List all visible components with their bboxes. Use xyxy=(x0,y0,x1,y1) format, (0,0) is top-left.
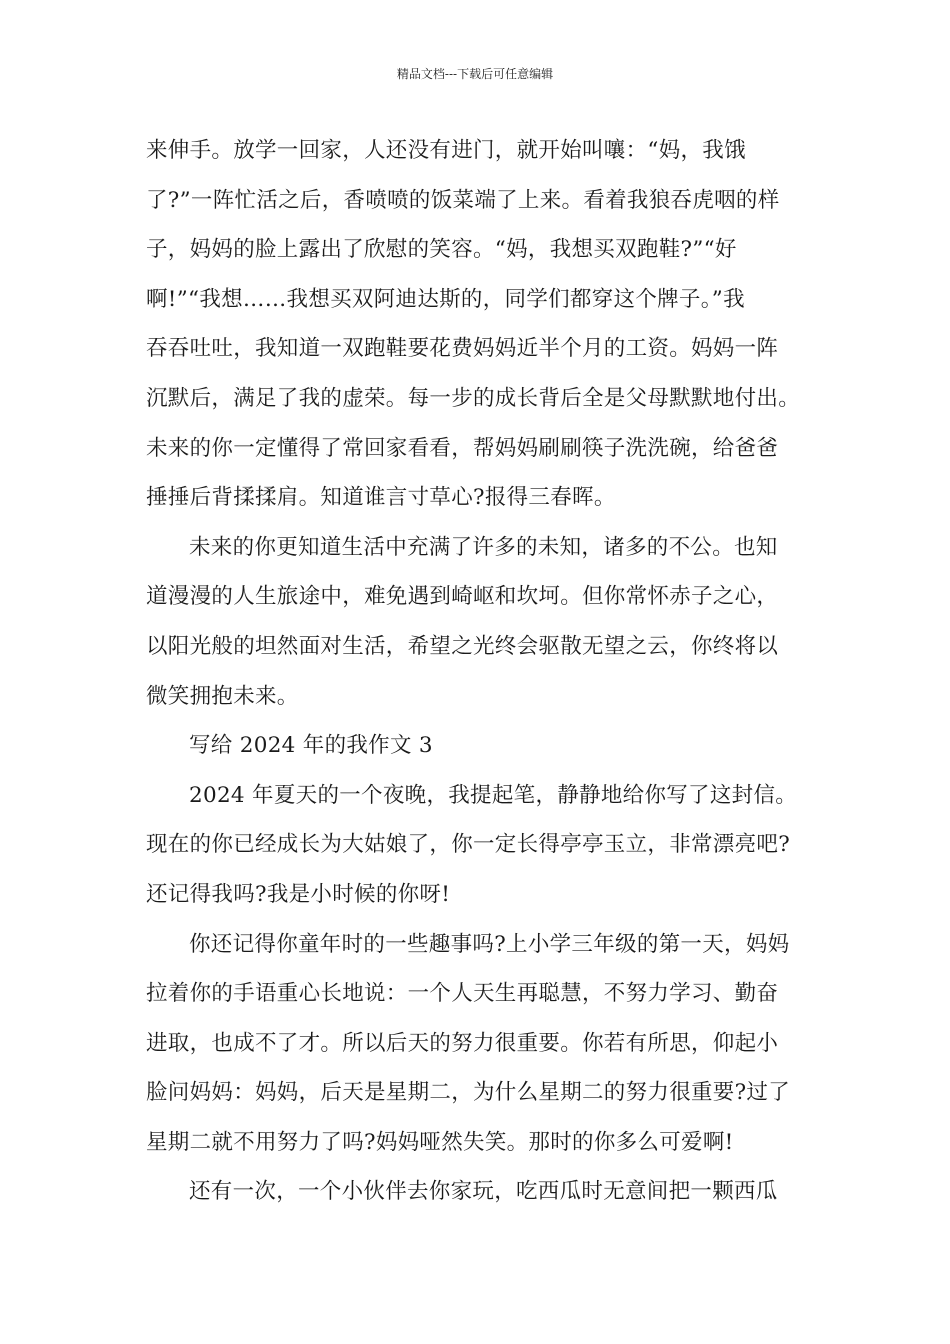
text-line: 拉着你的手语重心长地说：一个人天生再聪慧，不努力学习、勤奋 xyxy=(146,981,779,1007)
text-line: 2024 年夏天的一个夜晚，我提起笔，静静地给你写了这封信。 xyxy=(189,782,798,808)
text-line: 你还记得你童年时的一些趣事吗?上小学三年级的第一天，妈妈 xyxy=(189,931,790,957)
text-line: 以阳光般的坦然面对生活，希望之光终会驱散无望之云，你终将以 xyxy=(146,633,779,659)
page-header: 精品文档---下载后可任意编辑 xyxy=(396,67,554,81)
text-line: 沉默后，满足了我的虚荣。每一步的成长背后全是父母默默地付出。 xyxy=(146,385,801,411)
text-line: 吞吞吐吐，我知道一双跑鞋要花费妈妈近半个月的工资。妈妈一阵 xyxy=(146,336,779,362)
text-line: 还有一次，一个小伙伴去你家玩，吃西瓜时无意间把一颗西瓜 xyxy=(189,1179,778,1205)
document-body xyxy=(146,126,826,1217)
text-line: 还记得我吗?我是小时候的你呀! xyxy=(146,881,451,907)
text-line: 现在的你已经成长为大姑娘了，你一定长得亭亭玉立，非常漂亮吧? xyxy=(146,832,791,858)
text-line: 脸问妈妈：妈妈，后天是星期二，为什么星期二的努力很重要?过了 xyxy=(146,1080,791,1106)
text-line: 捶捶后背揉揉肩。知道谁言寸草心?报得三春晖。 xyxy=(146,485,616,511)
text-line: 了?”一阵忙活之后，香喷喷的饭菜端了上来。看着我狼吞虎咽的样 xyxy=(146,187,780,213)
text-line: 未来的你一定懂得了常回家看看，帮妈妈刷刷筷子洗洗碗，给爸爸 xyxy=(146,435,779,461)
text-line: 来伸手。放学一回家，人还没有进门，就开始叫嚷：“妈，我饿 xyxy=(146,138,746,163)
text-line: 未来的你更知道生活中充满了许多的未知，诸多的不公。也知 xyxy=(189,534,778,560)
text-line: 啊!”“我想……我想买双阿迪达斯的，同学们都穿这个牌子。”我 xyxy=(146,286,745,312)
text-line: 微笑拥抱未来。 xyxy=(146,683,299,709)
section-title: 写给 2024 年的我作文 3 xyxy=(189,733,433,759)
text-line: 子，妈妈的脸上露出了欣慰的笑容。“妈，我想买双跑鞋?”“好 xyxy=(146,237,737,263)
text-line: 进取，也成不了才。所以后天的努力很重要。你若有所思，仰起小 xyxy=(146,1030,779,1056)
text-line: 星期二就不用努力了吗?妈妈哑然失笑。那时的你多么可爱啊! xyxy=(146,1129,734,1155)
text-line: 道漫漫的人生旅途中，难免遇到崎岖和坎坷。但你常怀赤子之心， xyxy=(146,584,779,610)
